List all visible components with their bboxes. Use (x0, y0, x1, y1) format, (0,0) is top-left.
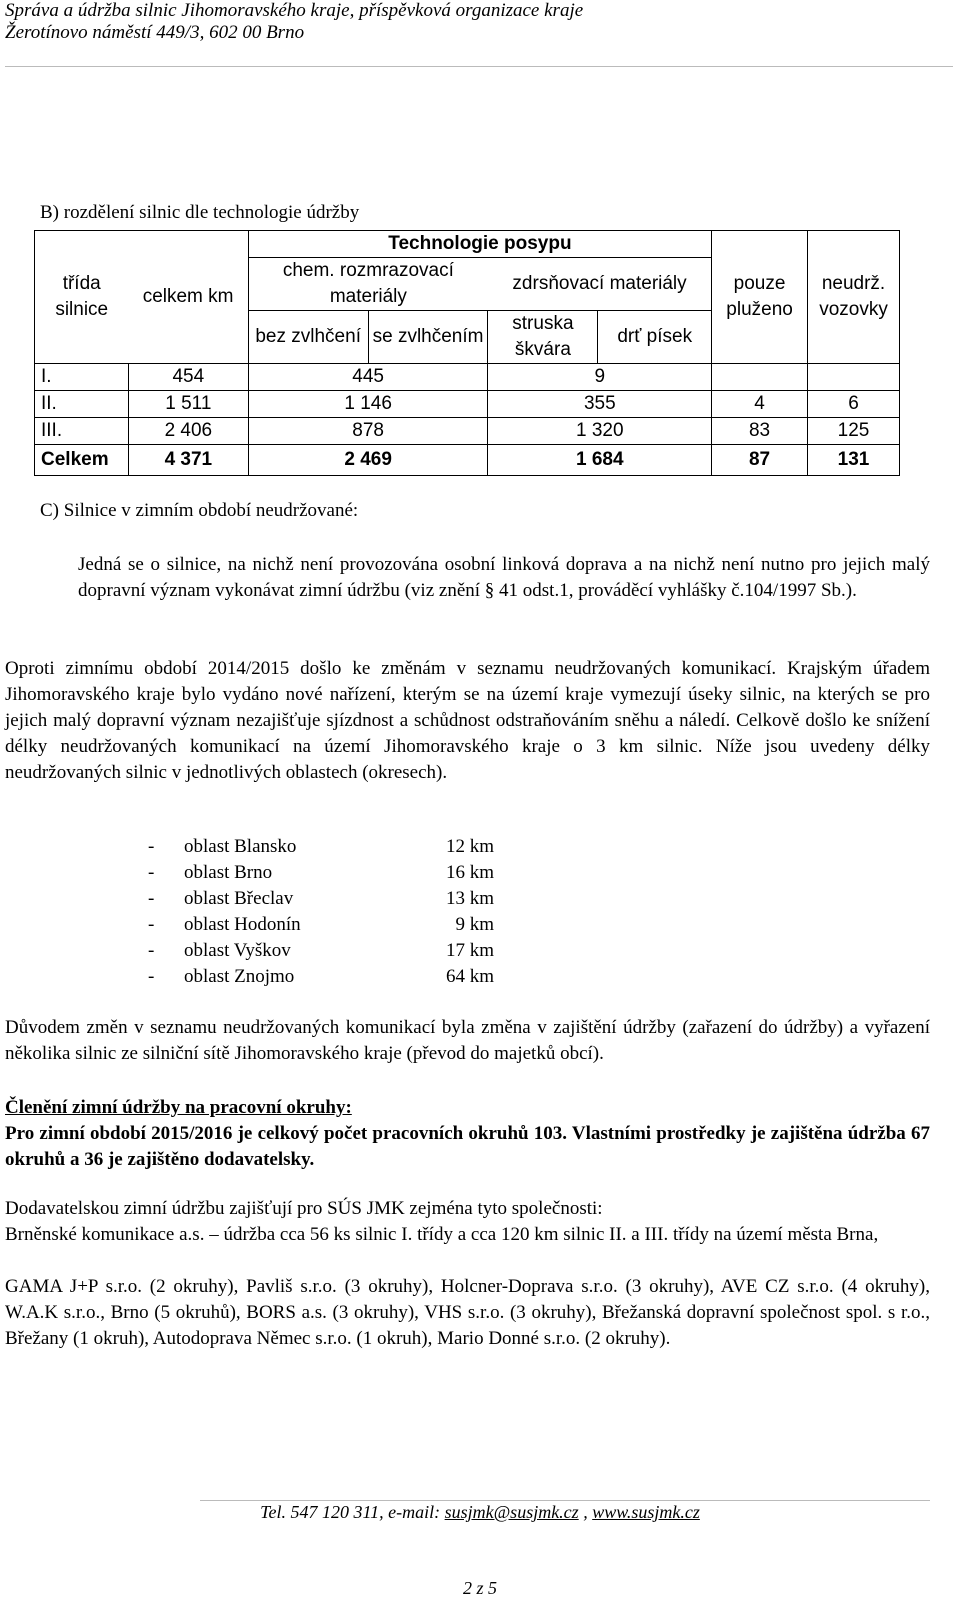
header-divider (5, 66, 953, 67)
list-item: - oblast Hodonín 9 km (148, 914, 494, 935)
header-chem: chem. rozmrazovací materiály (248, 258, 488, 311)
header-celkem: celkem km (128, 231, 248, 364)
sub-drt: drť písek (598, 311, 712, 364)
okruhy-heading: Členění zimní údržby na pracovní okruhy: (5, 1097, 352, 1118)
table-row: I. 454 445 9 (35, 364, 900, 391)
header-address: Žerotínovo náměstí 449/3, 602 00 Brno (5, 22, 305, 43)
sub-struska: struska škvára (488, 311, 598, 364)
list-item: - oblast Znojmo 64 km (148, 966, 494, 987)
email-link[interactable]: susjmk@susjmk.cz (444, 1502, 579, 1522)
footer-divider (200, 1500, 930, 1501)
suppliers-intro: Dodavatelskou zimní údržbu zajišťují pro SÚS JMK zejména tyto společnosti: (5, 1198, 603, 1219)
sub-bez: bez zvlhčení (248, 311, 368, 364)
table-row: III. 2 406 878 1 320 83 125 (35, 418, 900, 445)
header-org-name: Správa a údržba silnic Jihomoravského kraje, příspěvková organizace kraje (5, 0, 584, 21)
section-c-title: C) Silnice v zimním období neudržované: (40, 500, 359, 521)
okruhy-summary: Pro zimní období 2015/2016 je celkový počet pracovních okruhů 103. Vlastními prostředky je zajištěna údržba 67 okruhů a 36 je zajištěno dodavatelsky. (5, 1123, 930, 1170)
header-zdrs: zdrsňovací materiály (512, 273, 687, 294)
list-item: - oblast Vyškov 17 km (148, 940, 494, 961)
table-row-total: Celkem 4 371 2 469 1 684 87 131 (35, 445, 900, 476)
list-item: - oblast Brno 16 km (148, 862, 494, 883)
header-trida: třída silnice (35, 231, 129, 364)
areas-list (148, 834, 494, 990)
suppliers-list: GAMA J+P s.r.o. (2 okruhy), Pavliš s.r.o. (3 okruhy), Holcner-Doprava s.r.o. (3 okruhy), AVE CZ s.r.o. (4 okruhy), W.A.K s.r.o., Brno (5 okruhů), BORS a.s. (3 okruhy), VHS s.r.o. (3 okruhy), Břežanská dopravní společnost spol. s r.o., Břežany (1 okruh), Autodoprava Němec s.r.o. (1 okruh), Mario Donné s.r.o. (2 okruhy). (5, 1276, 930, 1349)
section-c-paragraph-2: Oproti zimnímu období 2014/2015 došlo ke změnám v seznamu neudržovaných komunikací. Krajským úřadem Jihomoravského kraje bylo vydáno nové nařízení, kterým se na území kraje vymezují úseky silnic, na kterých se pro jejich malý dopravní význam nezajišťuje sjízdnost a schůdnost odstraňováním sněhu a náledí. Celkově došlo ke snížení délky neudržovaných komunikací na území Jihomoravského kraje o 3 km silnic. Níže jsou uvedeny délky neudržovaných silnic v jednotlivých oblastech (okresech). (5, 658, 930, 783)
header-technologie: Technologie posypu (248, 231, 711, 258)
page-number: 2 z 5 (462, 1578, 497, 1598)
sub-se: se zvlhčením (368, 311, 488, 364)
section-c-paragraph-3: Důvodem změn v seznamu neudržovaných komunikací byla změna v zajištění údržby (zařazení do údržby) a vyřazení několika silnic ze silniční sítě Jihomoravského kraje (převod do majetků obcí). (5, 1017, 930, 1064)
header-pouze: pouze pluženo (712, 231, 808, 364)
header-neudrz: neudrž. vozovky (808, 231, 900, 364)
list-item: - oblast Blansko 12 km (148, 836, 494, 857)
footer-contact: Tel. 547 120 311, e-mail: susjmk@susjmk.cz , www.susjmk.cz (260, 1502, 700, 1522)
section-c-paragraph-1: Jedná se o silnice, na nichž není provozována osobní linková doprava a na nichž není nutno pro jejich malý dopravní význam vykonávat zimní údržbu (viz znění § 41 odst.1, prováděcí vyhlášky č.104/1997 Sb.). (78, 554, 930, 601)
web-link[interactable]: www.susjmk.cz (592, 1502, 700, 1522)
list-item: - oblast Břeclav 13 km (148, 888, 494, 909)
section-b-title: B) rozdělení silnic dle technologie údržby (40, 202, 360, 223)
technology-table (34, 230, 900, 476)
table-row: II. 1 511 1 146 355 4 6 (35, 391, 900, 418)
suppliers-brno: Brněnské komunikace a.s. – údržba cca 56 ks silnic I. třídy a cca 120 km silnic II. a III. třídy na území města Brna, (5, 1224, 879, 1245)
